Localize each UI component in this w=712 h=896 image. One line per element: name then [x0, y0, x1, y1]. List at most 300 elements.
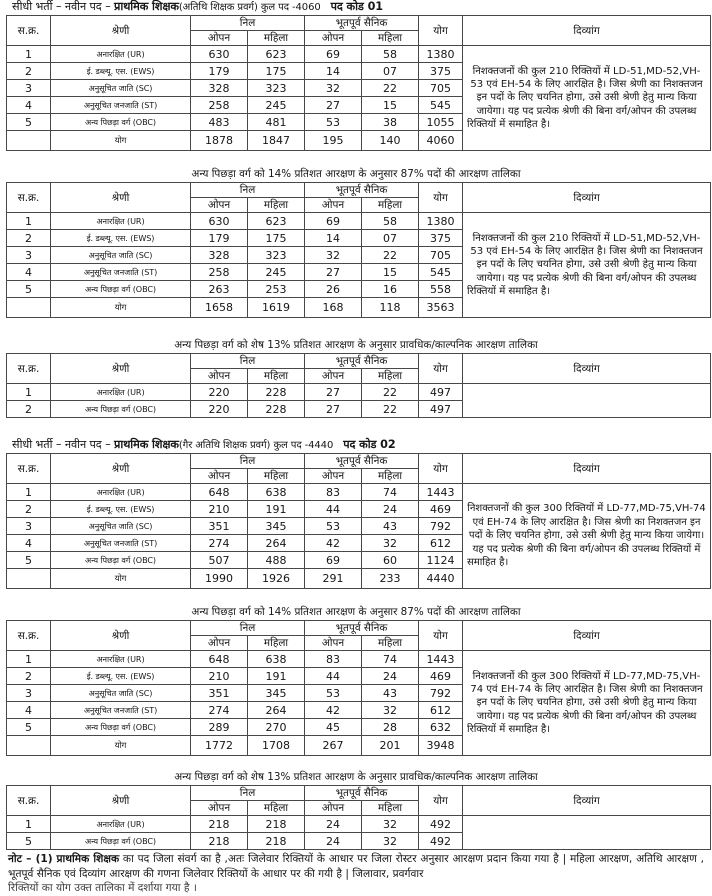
- cell-sr: [7, 736, 51, 756]
- header-category: श्रेणी: [51, 16, 191, 46]
- cell-category: योग: [51, 131, 191, 151]
- cell-ex-open: 42: [305, 535, 362, 552]
- cell-nil-open: 351: [191, 518, 248, 535]
- cell-nil-female: 264: [248, 535, 305, 552]
- cell-ex-open: 27: [305, 264, 362, 281]
- table-row: [7, 213, 711, 230]
- header-total: योग: [419, 786, 463, 816]
- cell-sr: [7, 131, 51, 151]
- cell-sr: 5: [7, 719, 51, 736]
- cell-ex-female: 16: [362, 281, 419, 298]
- cell-nil-female: 623: [248, 46, 305, 63]
- cell-nil-open: 1658: [191, 298, 248, 318]
- header-category: श्रेणी: [51, 786, 191, 816]
- cell-nil-female: 245: [248, 264, 305, 281]
- header-total: योग: [419, 16, 463, 46]
- header-sr: स.क्र.: [7, 454, 51, 484]
- note-line-2: महिला आरक्षण, अतिथि आरक्षण , भूतपूर्व सैनिक एवं दिव्यांग आरक्षण की गणना जिलेवार रिक्तियों के आधार पर की गयी है | जिलावार, प्रवर्गवार: [8, 853, 704, 880]
- cell-sr: 3: [7, 518, 51, 535]
- cell-ex-female: 58: [362, 46, 419, 63]
- cell-ex-female: 233: [362, 569, 419, 589]
- cell-sr: 5: [7, 552, 51, 569]
- cell-ex-female: 28: [362, 719, 419, 736]
- cell-sr: 1: [7, 213, 51, 230]
- cell-nil-open: 258: [191, 264, 248, 281]
- cell-ex-open: 53: [305, 685, 362, 702]
- cell-ex-female: 32: [362, 535, 419, 552]
- header-nil-open: ओपन: [191, 369, 248, 384]
- section-title-post-code-02: [6, 438, 706, 453]
- table-header-row-1: [7, 16, 711, 31]
- title-total-posts: कुल पद -4060: [257, 2, 321, 13]
- header-nil-female: महिला: [248, 31, 305, 46]
- cell-nil-open: 351: [191, 685, 248, 702]
- header-group-exserviceman: भूतपूर्व सैनिक: [305, 786, 419, 801]
- cell-ex-open: 27: [305, 97, 362, 114]
- cell-ex-open: 14: [305, 230, 362, 247]
- header-sr: स.क्र.: [7, 16, 51, 46]
- cell-ex-open: 53: [305, 114, 362, 131]
- cell-sr: 4: [7, 264, 51, 281]
- header-group-exserviceman: भूतपूर्व सैनिक: [305, 354, 419, 369]
- header-total: योग: [419, 621, 463, 651]
- cell-nil-open: 648: [191, 651, 248, 668]
- cell-ex-female: 32: [362, 833, 419, 850]
- header-group-nil: निल: [191, 354, 305, 369]
- cell-nil-open: 507: [191, 552, 248, 569]
- cell-category: अन्य पिछड़ा वर्ग (OBC): [51, 833, 191, 850]
- cell-nil-female: 228: [248, 401, 305, 418]
- cell-ex-female: 58: [362, 213, 419, 230]
- note-line-3: रिक्तियों का योग उक्त तालिका में दर्शाया गया है ।: [8, 882, 197, 895]
- title-total-posts: कुल पद -4440: [270, 440, 334, 451]
- cell-nil-open: 220: [191, 384, 248, 401]
- header-nil-open: ओपन: [191, 31, 248, 46]
- cell-nil-female: 191: [248, 501, 305, 518]
- header-nil-open: ओपन: [191, 801, 248, 816]
- cell-nil-female: 270: [248, 719, 305, 736]
- header-ex-open: ओपन: [305, 198, 362, 213]
- table-header-row-1: [7, 354, 711, 369]
- cell-sr: 3: [7, 80, 51, 97]
- cell-ex-female: 74: [362, 484, 419, 501]
- section-obc-13-provisional-b: [6, 770, 706, 850]
- title-prefix: सीधी भर्ती – नवीन पद –: [12, 438, 115, 451]
- cell-ex-open: 26: [305, 281, 362, 298]
- header-total: योग: [419, 183, 463, 213]
- cell-nil-female: 1847: [248, 131, 305, 151]
- cell-category: ई. डब्ल्यू. एस. (EWS): [51, 63, 191, 80]
- table-caption: अन्य पिछड़ा वर्ग को 14% प्रतिशत आरक्षण के अनुसार 87% पदों की आरक्षण तालिका: [191, 606, 521, 618]
- cell-category: ई. डब्ल्यू. एस. (EWS): [51, 501, 191, 518]
- cell-category: ई. डब्ल्यू. एस. (EWS): [51, 230, 191, 247]
- header-divyang: दिव्यांग: [463, 786, 711, 816]
- cell-nil-open: 1990: [191, 569, 248, 589]
- table-header-row-1: [7, 786, 711, 801]
- cell-nil-female: 623: [248, 213, 305, 230]
- cell-ex-female: 201: [362, 736, 419, 756]
- cell-ex-open: 83: [305, 651, 362, 668]
- cell-sr: 5: [7, 833, 51, 850]
- cell-ex-female: 32: [362, 702, 419, 719]
- cell-ex-female: 24: [362, 668, 419, 685]
- cell-sr: 1: [7, 46, 51, 63]
- reservation-table-obc-14-87-a: [6, 182, 711, 318]
- cell-ex-open: 44: [305, 501, 362, 518]
- cell-ex-open: 83: [305, 484, 362, 501]
- cell-sr: 5: [7, 281, 51, 298]
- cell-total: 1124: [419, 552, 463, 569]
- cell-category: अनुसूचित जनजाति (ST): [51, 264, 191, 281]
- cell-category: अनारक्षित (UR): [51, 213, 191, 230]
- cell-ex-open: 195: [305, 131, 362, 151]
- cell-total: 545: [419, 264, 463, 281]
- cell-nil-open: 179: [191, 63, 248, 80]
- cell-nil-female: 264: [248, 702, 305, 719]
- cell-ex-open: 69: [305, 552, 362, 569]
- cell-category: अनारक्षित (UR): [51, 46, 191, 63]
- table-caption: अन्य पिछड़ा वर्ग को शेष 13% प्रतिशत आरक्षण के अनुसार प्रावधिक/काल्पनिक आरक्षण तालिका: [174, 771, 538, 783]
- title-prefix: सीधी भर्ती – नवीन पद –: [12, 0, 115, 13]
- cell-ex-open: 27: [305, 401, 362, 418]
- cell-category: योग: [51, 736, 191, 756]
- cell-sr: 1: [7, 484, 51, 501]
- cell-ex-female: 22: [362, 401, 419, 418]
- title-post-code: पद कोड 01: [330, 0, 383, 13]
- cell-divyang-note: [463, 384, 711, 418]
- title-category: (अतिथि शिक्षक प्रवर्ग): [178, 2, 258, 13]
- cell-nil-female: 1619: [248, 298, 305, 318]
- cell-ex-open: 291: [305, 569, 362, 589]
- header-ex-female: महिला: [362, 636, 419, 651]
- cell-category: अनुसूचित जाति (SC): [51, 685, 191, 702]
- reservation-table-obc-13-a: [6, 353, 711, 418]
- section-obc-13-provisional-a: [6, 338, 706, 418]
- cell-category: अन्य पिछड़ा वर्ग (OBC): [51, 552, 191, 569]
- table-caption: अन्य पिछड़ा वर्ग को 14% प्रतिशत आरक्षण के अनुसार 87% पदों की आरक्षण तालिका: [191, 168, 521, 180]
- cell-ex-female: 43: [362, 518, 419, 535]
- header-nil-open: ओपन: [191, 636, 248, 651]
- cell-sr: 1: [7, 384, 51, 401]
- cell-total: 469: [419, 668, 463, 685]
- cell-ex-open: 44: [305, 668, 362, 685]
- cell-nil-female: 218: [248, 833, 305, 850]
- header-ex-female: महिला: [362, 198, 419, 213]
- header-group-exserviceman: भूतपूर्व सैनिक: [305, 621, 419, 636]
- cell-category: अन्य पिछड़ा वर्ग (OBC): [51, 719, 191, 736]
- section-title-post-code-01: [6, 0, 706, 15]
- header-ex-female: महिला: [362, 31, 419, 46]
- cell-nil-open: 220: [191, 401, 248, 418]
- cell-total: 558: [419, 281, 463, 298]
- cell-category: अन्य पिछड़ा वर्ग (OBC): [51, 281, 191, 298]
- cell-nil-open: 630: [191, 213, 248, 230]
- cell-divyang-note: निशक्तजनों की कुल 210 रिक्तियों में LD-51,MD-52,VH-53 एवं EH-54 के लिए आरक्षित है। जिस श्रेणी का निशक्तजन इन पदों के लिए चयनित होगा, उसे उसी श्रेणी हेतु मान्य किया जायेगा। यह पद प्रत्येक श्रेणी की बिना वर्ग/ओपन की उपलब्ध रिक्तियों में समाहित है।: [463, 46, 711, 151]
- cell-total: 492: [419, 833, 463, 850]
- cell-nil-open: 210: [191, 668, 248, 685]
- header-ex-female: महिला: [362, 469, 419, 484]
- cell-total: 792: [419, 518, 463, 535]
- cell-ex-female: 140: [362, 131, 419, 151]
- cell-divyang-note: निशक्तजनों की कुल 210 रिक्तियों में LD-51,MD-52,VH-53 एवं EH-54 के लिए आरक्षित है। जिस श्रेणी का निशक्तजन इन पदों के लिए चयनित होगा, उसे उसी श्रेणी हेतु मान्य किया जायेगा। यह पद प्रत्येक श्रेणी की बिना वर्ग/ओपन की उपलब्ध रिक्तियों में समाहित है।: [463, 213, 711, 318]
- cell-nil-open: 289: [191, 719, 248, 736]
- header-nil-female: महिला: [248, 198, 305, 213]
- cell-ex-open: 45: [305, 719, 362, 736]
- cell-total: 1380: [419, 213, 463, 230]
- cell-total: 705: [419, 80, 463, 97]
- table-row: [7, 46, 711, 63]
- cell-nil-female: 175: [248, 63, 305, 80]
- cell-category: अनारक्षित (UR): [51, 651, 191, 668]
- header-ex-open: ओपन: [305, 636, 362, 651]
- header-sr: स.क्र.: [7, 786, 51, 816]
- footer-note: [4, 850, 708, 881]
- cell-nil-open: 210: [191, 501, 248, 518]
- cell-nil-open: 218: [191, 816, 248, 833]
- cell-total: 705: [419, 247, 463, 264]
- header-category: श्रेणी: [51, 621, 191, 651]
- cell-ex-open: 24: [305, 816, 362, 833]
- cell-nil-open: 328: [191, 80, 248, 97]
- header-nil-female: महिला: [248, 369, 305, 384]
- cell-nil-female: 481: [248, 114, 305, 131]
- cell-total: 3563: [419, 298, 463, 318]
- cell-sr: 2: [7, 230, 51, 247]
- cell-ex-female: 15: [362, 264, 419, 281]
- header-divyang: दिव्यांग: [463, 354, 711, 384]
- cell-sr: 4: [7, 97, 51, 114]
- header-group-exserviceman: भूतपूर्व सैनिक: [305, 454, 419, 469]
- cell-nil-open: 274: [191, 535, 248, 552]
- cell-sr: [7, 298, 51, 318]
- cell-nil-female: 638: [248, 651, 305, 668]
- cell-ex-female: 07: [362, 230, 419, 247]
- cell-sr: 2: [7, 668, 51, 685]
- cell-nil-open: 328: [191, 247, 248, 264]
- cell-category: अनुसूचित जाति (SC): [51, 518, 191, 535]
- table-row: [7, 484, 711, 501]
- cell-nil-female: 191: [248, 668, 305, 685]
- cell-ex-female: 43: [362, 685, 419, 702]
- note-label: नोट – (1): [8, 853, 53, 865]
- cell-ex-female: 22: [362, 80, 419, 97]
- cell-nil-female: 638: [248, 484, 305, 501]
- cell-nil-open: 218: [191, 833, 248, 850]
- cell-ex-female: 60: [362, 552, 419, 569]
- cell-category: अनारक्षित (UR): [51, 484, 191, 501]
- cell-nil-female: 323: [248, 247, 305, 264]
- cell-total: 1055: [419, 114, 463, 131]
- header-nil-open: ओपन: [191, 198, 248, 213]
- cell-total: 792: [419, 685, 463, 702]
- header-ex-open: ओपन: [305, 469, 362, 484]
- cell-ex-open: 32: [305, 80, 362, 97]
- cell-category: अन्य पिछड़ा वर्ग (OBC): [51, 401, 191, 418]
- header-category: श्रेणी: [51, 183, 191, 213]
- cell-sr: 2: [7, 501, 51, 518]
- cell-ex-female: 07: [362, 63, 419, 80]
- table-row: [7, 651, 711, 668]
- header-category: श्रेणी: [51, 354, 191, 384]
- cell-category: अनुसूचित जनजाति (ST): [51, 535, 191, 552]
- header-group-nil: निल: [191, 786, 305, 801]
- cell-category: अनुसूचित जनजाति (ST): [51, 97, 191, 114]
- header-sr: स.क्र.: [7, 621, 51, 651]
- cell-sr: 4: [7, 702, 51, 719]
- cell-ex-female: 22: [362, 247, 419, 264]
- cell-ex-open: 27: [305, 384, 362, 401]
- cell-ex-open: 53: [305, 518, 362, 535]
- cell-nil-female: 175: [248, 230, 305, 247]
- cell-total: 497: [419, 384, 463, 401]
- cell-total: 497: [419, 401, 463, 418]
- header-nil-female: महिला: [248, 636, 305, 651]
- cell-nil-open: 648: [191, 484, 248, 501]
- header-divyang: दिव्यांग: [463, 183, 711, 213]
- cell-nil-female: 345: [248, 685, 305, 702]
- section-post-code-02: [6, 438, 706, 589]
- cell-nil-open: 274: [191, 702, 248, 719]
- header-ex-female: महिला: [362, 801, 419, 816]
- cell-divyang-note: निशक्तजनों की कुल 300 रिक्तियों में LD-77,MD-75,VH-74 एवं EH-74 के लिए आरक्षित है। जिस श्रेणी का निशक्तजन इन पदों के लिए चयनित होगा, उसे उसी श्रेणी हेतु मान्य किया जायेगा। यह पद प्रत्येक श्रेणी की बिना वर्ग/ओपन की उपलब्ध रिक्तियों में समाहित है।: [463, 484, 711, 589]
- cell-nil-open: 1772: [191, 736, 248, 756]
- cell-ex-female: 38: [362, 114, 419, 131]
- cell-total: 632: [419, 719, 463, 736]
- note-bold-term: प्राथमिक शिक्षक: [56, 853, 120, 865]
- cell-ex-open: 267: [305, 736, 362, 756]
- cell-sr: 1: [7, 651, 51, 668]
- header-group-nil: निल: [191, 183, 305, 198]
- cell-nil-open: 258: [191, 97, 248, 114]
- table-header-row-1: [7, 621, 711, 636]
- cell-total: 1380: [419, 46, 463, 63]
- cell-nil-female: 345: [248, 518, 305, 535]
- cell-ex-female: 22: [362, 384, 419, 401]
- cell-nil-open: 179: [191, 230, 248, 247]
- cell-ex-open: 168: [305, 298, 362, 318]
- cell-nil-female: 218: [248, 816, 305, 833]
- cell-sr: 4: [7, 535, 51, 552]
- header-nil-female: महिला: [248, 469, 305, 484]
- note-line-1: का पद जिला संवर्ग का है ,अतः जिलेवार रिक्तियों के आधार पर जिला रोस्टर अनुसार आरक्षण प्रदान किया गया है |: [119, 853, 567, 865]
- cell-category: अनुसूचित जाति (SC): [51, 80, 191, 97]
- cell-nil-female: 245: [248, 97, 305, 114]
- cell-category: अन्य पिछड़ा वर्ग (OBC): [51, 114, 191, 131]
- table-row: [7, 816, 711, 833]
- cell-ex-open: 14: [305, 63, 362, 80]
- cell-nil-open: 630: [191, 46, 248, 63]
- cell-ex-female: 32: [362, 816, 419, 833]
- cell-total: 545: [419, 97, 463, 114]
- cell-nil-open: 483: [191, 114, 248, 131]
- cell-nil-open: 263: [191, 281, 248, 298]
- header-category: श्रेणी: [51, 454, 191, 484]
- cell-total: 1443: [419, 484, 463, 501]
- header-divyang: दिव्यांग: [463, 16, 711, 46]
- cell-category: अनारक्षित (UR): [51, 816, 191, 833]
- title-post-name: प्राथमिक शिक्षक: [114, 0, 179, 13]
- header-nil-female: महिला: [248, 801, 305, 816]
- header-sr: स.क्र.: [7, 354, 51, 384]
- cell-nil-female: 253: [248, 281, 305, 298]
- cell-category: अनारक्षित (UR): [51, 384, 191, 401]
- cell-ex-open: 24: [305, 833, 362, 850]
- cell-sr: 1: [7, 816, 51, 833]
- title-post-code: पद कोड 02: [343, 438, 396, 451]
- cell-nil-open: 1878: [191, 131, 248, 151]
- cell-total: 612: [419, 702, 463, 719]
- reservation-table-post-code-02: [6, 453, 711, 589]
- cell-total: 375: [419, 230, 463, 247]
- cell-ex-open: 69: [305, 213, 362, 230]
- cell-divyang-note: [463, 816, 711, 850]
- cell-total: 4060: [419, 131, 463, 151]
- header-group-exserviceman: भूतपूर्व सैनिक: [305, 16, 419, 31]
- cell-total: 1443: [419, 651, 463, 668]
- cell-total: 492: [419, 816, 463, 833]
- cell-sr: 2: [7, 401, 51, 418]
- reservation-table-post-code-01: [6, 15, 711, 151]
- reservation-table-obc-14-87-b: [6, 620, 711, 756]
- cell-ex-open: 42: [305, 702, 362, 719]
- header-group-nil: निल: [191, 16, 305, 31]
- table-row: [7, 384, 711, 401]
- cell-category: अनुसूचित जनजाति (ST): [51, 702, 191, 719]
- cell-ex-female: 74: [362, 651, 419, 668]
- cell-nil-female: 488: [248, 552, 305, 569]
- cell-nil-female: 228: [248, 384, 305, 401]
- table-header-row-1: [7, 183, 711, 198]
- section-obc-14-87-b: [6, 605, 706, 756]
- header-group-exserviceman: भूतपूर्व सैनिक: [305, 183, 419, 198]
- cell-divyang-note: निशक्तजनों की कुल 300 रिक्तियों में LD-77,MD-75,VH-74 एवं EH-74 के लिए आरक्षित है। जिस श्रेणी का निशक्तजन इन पदों के लिए चयनित होगा, उसे उसी श्रेणी हेतु मान्य किया जायेगा। यह पद प्रत्येक श्रेणी की बिना वर्ग/ओपन की उपलब्ध रिक्तियों में समाहित है।: [463, 651, 711, 756]
- cell-total: 3948: [419, 736, 463, 756]
- cell-ex-open: 69: [305, 46, 362, 63]
- cell-category: अनुसूचित जाति (SC): [51, 247, 191, 264]
- header-sr: स.क्र.: [7, 183, 51, 213]
- title-category: (गैर अतिथि शिक्षक प्रवर्ग): [178, 440, 271, 451]
- header-ex-female: महिला: [362, 369, 419, 384]
- header-group-nil: निल: [191, 454, 305, 469]
- cell-sr: 5: [7, 114, 51, 131]
- cell-total: 469: [419, 501, 463, 518]
- cell-total: 375: [419, 63, 463, 80]
- cell-sr: 3: [7, 685, 51, 702]
- header-group-nil: निल: [191, 621, 305, 636]
- cell-ex-female: 118: [362, 298, 419, 318]
- title-post-name: प्राथमिक शिक्षक: [114, 438, 179, 451]
- cell-category: ई. डब्ल्यू. एस. (EWS): [51, 668, 191, 685]
- cell-sr: [7, 569, 51, 589]
- cell-nil-female: 1926: [248, 569, 305, 589]
- cell-ex-female: 24: [362, 501, 419, 518]
- header-ex-open: ओपन: [305, 369, 362, 384]
- cell-total: 4440: [419, 569, 463, 589]
- cell-nil-female: 323: [248, 80, 305, 97]
- reservation-table-obc-13-b: [6, 785, 711, 850]
- cell-nil-female: 1708: [248, 736, 305, 756]
- section-obc-14-87-a: [6, 167, 706, 318]
- section-post-code-01: [6, 0, 706, 151]
- cell-sr: 3: [7, 247, 51, 264]
- header-divyang: दिव्यांग: [463, 621, 711, 651]
- cell-ex-open: 32: [305, 247, 362, 264]
- header-total: योग: [419, 354, 463, 384]
- header-divyang: दिव्यांग: [463, 454, 711, 484]
- table-header-row-1: [7, 454, 711, 469]
- cell-category: योग: [51, 298, 191, 318]
- table-caption: अन्य पिछड़ा वर्ग को शेष 13% प्रतिशत आरक्षण के अनुसार प्रावधिक/काल्पनिक आरक्षण तालिका: [174, 339, 538, 351]
